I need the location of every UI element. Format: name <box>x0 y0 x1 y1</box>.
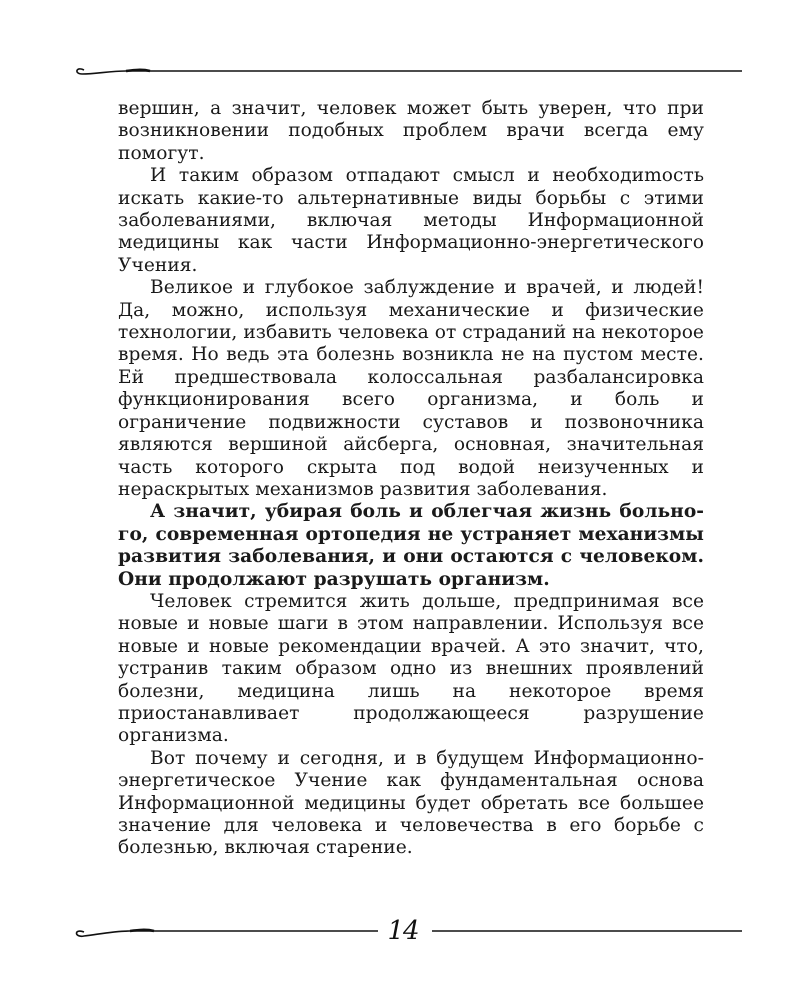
paragraph-alternative-methods: И таким образом отпадают смысл и необходиmость искать какие-то альтернативные виды борьбы с этими заболеваниями, включая методы Информационной медицины как части Информационно-энергетического Учения. <box>118 165 704 276</box>
paragraph-live-longer: Человек стремится жить дольше, предпринимая все новые и новые шаги в этом направлении. Используя все новые и новые рекомендации врачей. А это значит, что, устранив таким образом одно из внешних проявлений болезни, медицина лишь на некоторое время приостанавливает продолжающееся разрушение организма. <box>118 590 704 747</box>
paragraph-continuation: вершин, а значит, человек может быть уверен, что при возникновении подобных проблем врачи всегда ему помогут. <box>118 98 704 164</box>
paragraph-great-delusion: Великое и глубокое заблуждение и врачей, и людей! Да, можно, используя механические и физические технологии, избавить человека от страданий на некоторое время. Но ведь эта болезнь возникла не на пустом месте. Ей предшествовала колоссальная разбалансировка функционирования всего организма, и боль и ограничение подвижности суставов и позвоночника являются вершиной айсберга, основная, значительная часть которого скрыта под водой неизученных и нераскрытых механизмов развития заболевания. <box>118 277 704 500</box>
paragraph-orthopedics-emphasis: А значит, убирая боль и облегчая жизнь больного, современная ортопедия не устраняет механизмы развития заболевания, и они остаются с человеком. Они продолжают разрушать организм. <box>118 501 704 590</box>
page-text <box>118 98 704 860</box>
paragraph-conclusion: Вот почему и сегодня, и в будущем Информационно-энергетическое Учение как фундаментальная основа Информационной медицины будет обретать все большее значение для человека и человечества в его борьбе с болезнью, включая старение. <box>118 747 704 859</box>
page-number: 14 <box>378 914 428 948</box>
top-ornament-flourish <box>70 54 742 88</box>
